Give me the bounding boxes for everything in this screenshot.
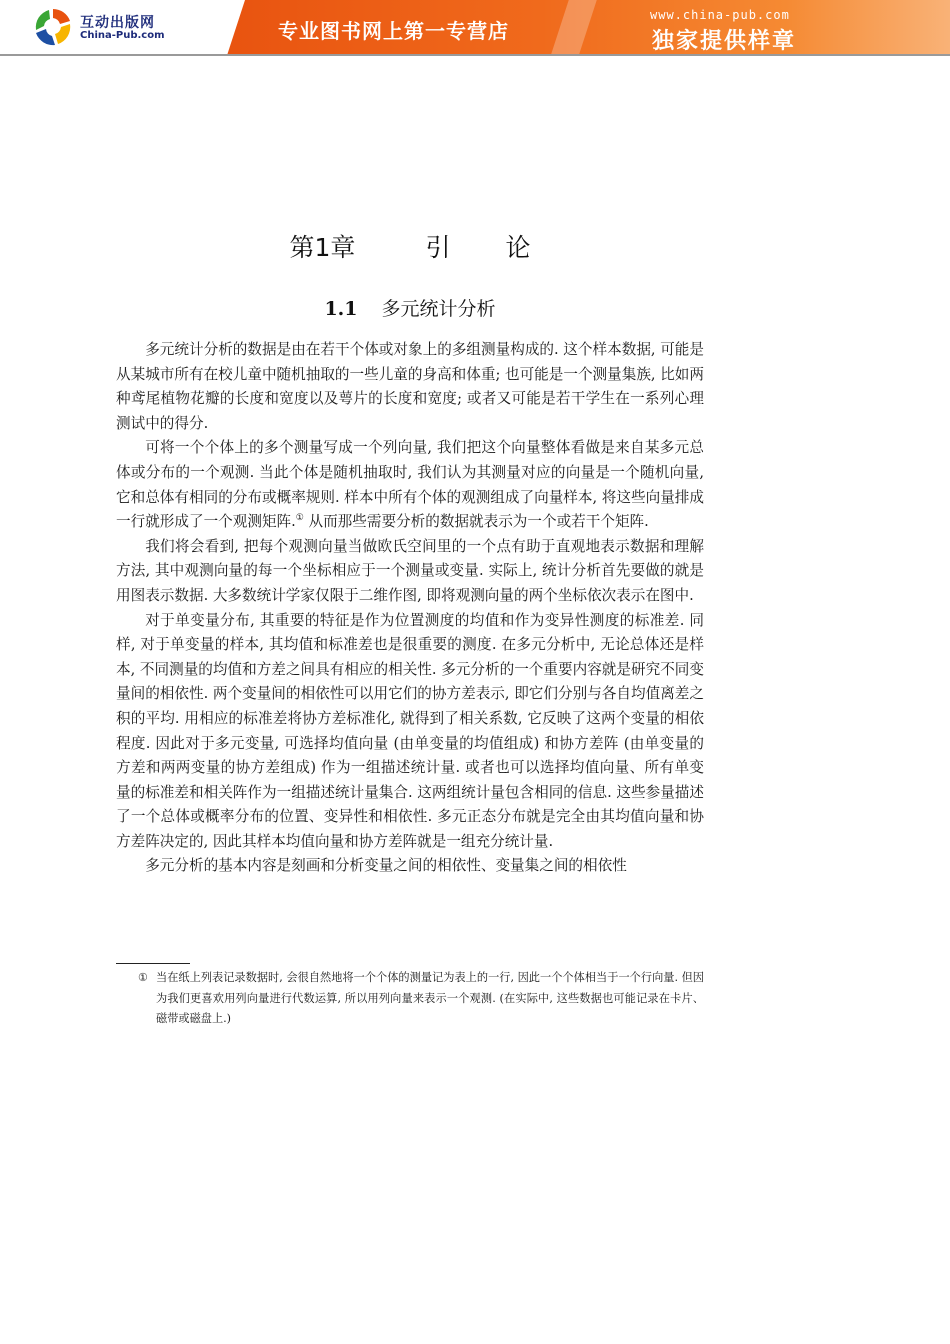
paragraph-text: 可将一个个体上的多个测量写成一个列向量, 我们把这个向量整体看做是来自某多元总体或分布的一个观测. 当此个体是随机抽取时, 我们认为其测量对应的向量是一个随机向量, 它和总体有相同的分布或概率规则. 样本中所有个体的观测组成了向量样本, 将这些向量排成一行就形成了一个观测矩阵. [116, 439, 704, 531]
paragraph: 多元分析的基本内容是刻画和分析变量之间的相依性、变量集之间的相依性 [145, 857, 627, 875]
footnote-text: 当在纸上列表记录数据时, 会很自然地将一个个体的测量记为表上的一行, 因此一个个体相当于一个行向量. 但因为我们更喜欢用列向量进行代数运算, 所以用列向量来表示一个观测. (在实际中, 这些数据也可能记录在卡片、磁带或磁盘上.) [156, 971, 704, 1025]
chapter-title-char-1: 引 [425, 233, 451, 262]
paragraph: 我们将会看到, 把每个观测向量当做欧氏空间里的一个点有助于直观地表示数据和理解方法, 其中观测向量的每一个坐标相应于一个测量或变量. 实际上, 统计分析首先要做的就是用图表示数据. 大多数统计学家仅限于二维作图, 即将观测向量的两个坐标依次表示在图中. [116, 537, 704, 604]
footnote-reference[interactable]: ① [295, 513, 304, 524]
paragraph: 多元统计分析的数据是由在若干个体或对象上的多组测量构成的. 这个样本数据, 可能是从某城市所有在校儿童中随机抽取的一些儿童的身高和体重; 也可能是一个测量集族, 比如两种鸢尾植物花瓣的长度和宽度以及萼片的长度和宽度; 或者又可能是若干学生在一系列心理测试中的得分. [116, 341, 704, 432]
footnote-divider [116, 963, 190, 964]
chapter-label: 第1章 [289, 233, 356, 262]
section-number: 1.1 [324, 298, 358, 320]
paragraph: 对于单变量分布, 其重要的特征是作为位置测度的均值和作为变异性测度的标准差. 同样, 对于单变量的样本, 其均值和标准差也是很重要的测度. 在多元分析中, 无论总体还是样本, 不同测量的均值和方差之间具有相应的相关性. 多元分析的一个重要内容就是研究不同变量间的相依性. 两个变量间的相依性可以用它们的协方差表示, 即它们分别与各自均值离差之积的平均. 用相应的标准差将协方差标准化, 就得到了相关系数, 它反映了这两个变量的相依程度. 因此对于多元变量, 可选择均值向量 (由单变量的均值组成) 和协方差阵 (由单变量的方差和两两变量的协方差组成) 作为一组描述统计量. 或者也可以选择均值向量、所有单变量的标准差和相关阵作为一组描述统计量集合. 这两组统计量包含相同的信息. 这些参量描述了一个总体或概率分布的位置、变异性和相依性. 多元正态分布就是完全由其均值向量和协方差阵决定的, 因此其样本均值向量和协方差阵就是一组充分统计量. [116, 611, 704, 850]
section-heading [0, 294, 820, 321]
footnote [138, 968, 704, 1030]
footnote-mark: ① [138, 971, 149, 984]
chapter-title-char-2: 论 [505, 233, 531, 262]
chapter-title [0, 228, 820, 264]
section-title: 多元统计分析 [381, 298, 496, 320]
logo-chinese-name: 互动出版网 [80, 15, 155, 31]
site-url-link[interactable]: www.china-pub.com [650, 8, 790, 22]
publisher-banner [0, 0, 950, 56]
banner-slogan: 专业图书网上第一专营店 [278, 19, 509, 43]
logo-english-name: China-Pub.com [80, 30, 165, 41]
china-pub-logo-icon[interactable] [32, 6, 74, 48]
sample-chapter-label: 独家提供样章 [652, 28, 797, 54]
body-text [116, 338, 704, 879]
paragraph [116, 436, 704, 534]
paragraph-text: 从而那些需要分析的数据就表示为一个或若干个矩阵. [308, 513, 649, 531]
banner-bottom-line [0, 54, 950, 56]
